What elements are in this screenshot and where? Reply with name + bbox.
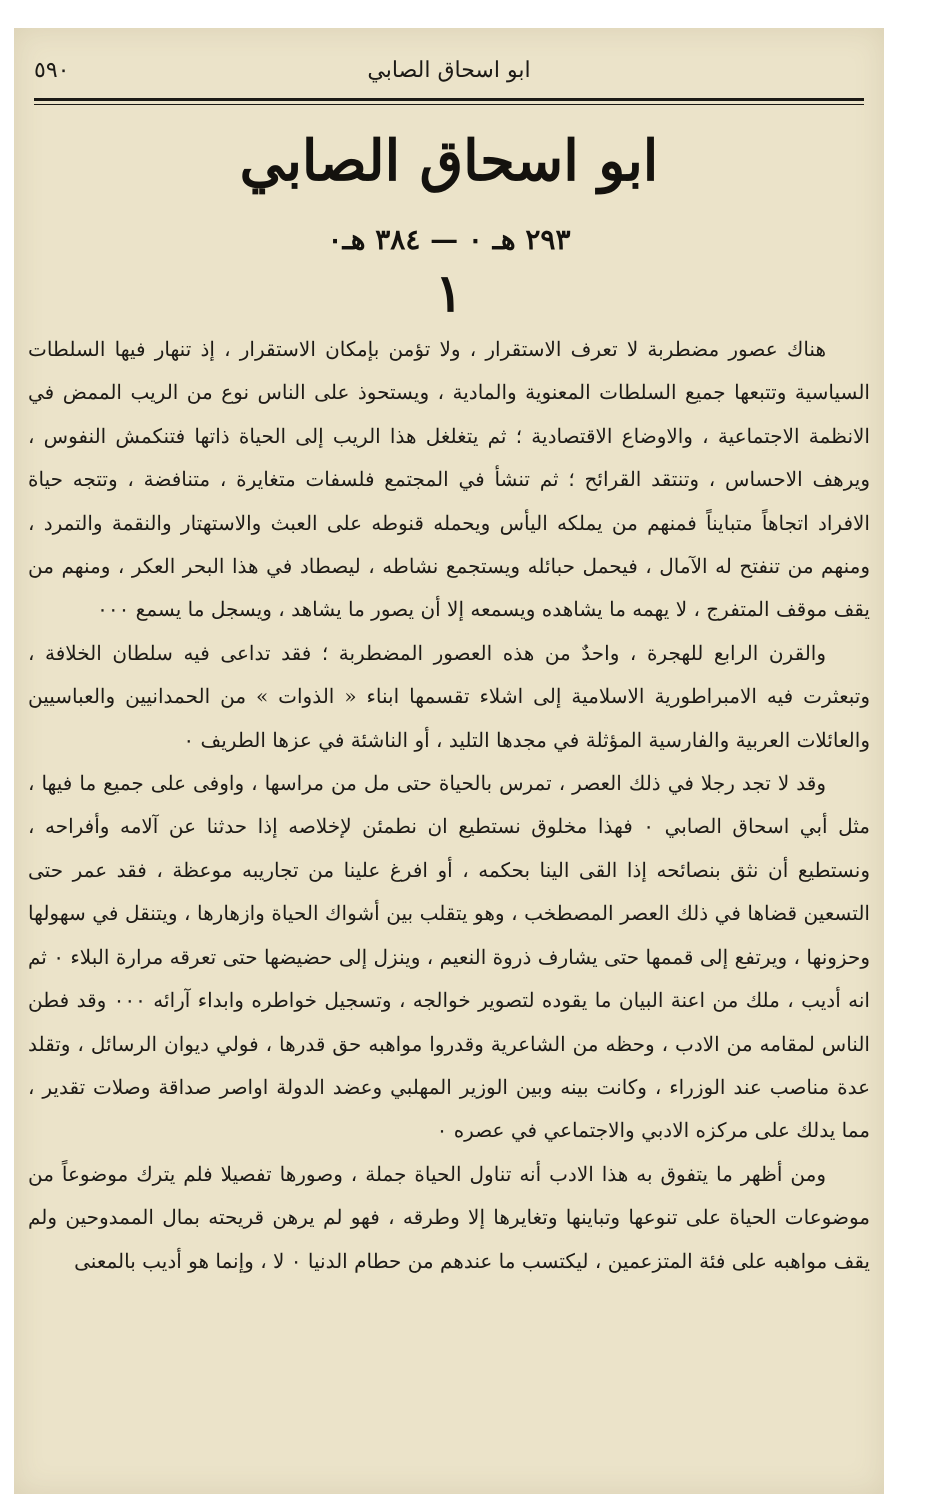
paragraph: ومن أظهر ما يتفوق به هذا الادب أنه تناول الحياة جملة ، وصورها تفصيلا فلم يترك موضوعاً من موضوعات الحياة على تنوعها وتباينها وتغايرها إلا وطرقه ، فهو لم يرهن قريحته بمال الممدوحين ولم يقف مواهبه على فئة المتزعمين ، ليكتسب ما عندهم من حطام الدنيا ٠ لا ، وإنما هو أديب بالمعنى	[28, 1161, 870, 1273]
page-header	[34, 50, 864, 100]
running-head: ابو اسحاق الصابي	[367, 58, 531, 83]
header-rule-thin	[34, 104, 864, 105]
section-number: ١	[435, 263, 463, 324]
header-rule-thick	[34, 98, 864, 101]
page-number: ٥٩٠	[34, 58, 70, 83]
paragraph: والقرن الرابع للهجرة ، واحدٌ من هذه العصور المضطربة ؛ فقد تداعى فيه سلطان الخلافة ، وتبعثرت فيه الامبراطورية الاسلامية إلى اشلاء تقسمها ابناء « الذوات » من الحمدانيين والعباسيين والعائلات العربية والفارسية المؤثلة في مجدها التليد ، أو الناشئة في عزها الطريف ٠	[28, 640, 870, 752]
book-page	[14, 28, 884, 1494]
body-text	[28, 328, 870, 1283]
paragraph: وقد لا تجد رجلا في ذلك العصر ، تمرس بالحياة حتى مل من مراسها ، واوفى على جميع ما فيها ، مثل أبي اسحاق الصابي ٠ فهذا مخلوق نستطيع ان نطمئن لإخلاصه إذا حدثنا عن آلامه وأفراحه ، ونستطيع أن نثق بنصائحه إذا القى الينا بحكمه ، أو افرغ علينا من تجاريبه موعظة ، فقد عمر حتى التسعين قضاها في ذلك العصر المصطخب ، وهو يتقلب بين أشواك الحياة وازهارها ، ويتنقل في سهولها وحزونها ، ويرتفع إلى قممها حتى يشارف ذروة النعيم ، وينزل إلى حضيضها حتى تعرقه مرارة البلاء ٠ ثم انه أديب ، ملك من اعنة البيان ما يقوده لتصوير خوالجه ، وتسجيل خواطره وابداء آرائه ٠٠٠ وقد فطن الناس لمقامه من الادب ، وحظه من الشاعرية وقدروا مواهبه حق قدرها ، فولي ديوان الرسائل ، وتقلد عدة مناصب عند الوزراء ، وكانت بينه وبين الوزير المهلبي وعضد الدولة اواصر صداقة وصلات تقدير ، مما يدلك على مركزه الادبي والاجتماعي في عصره ٠	[28, 771, 871, 1143]
chapter-title: ابو اسحاق الصابي	[239, 128, 659, 194]
paragraph: هناك عصور مضطربة لا تعرف الاستقرار ، ولا تؤمن بإمكان الاستقرار ، إذ تنهار فيها السلطات السياسية وتتبعها جميع السلطات المعنوية والمادية ، ويستحوذ على الناس نوع من الريب الممض في الانظمة الاجتماعية ، والاوضاع الاقتصادية ؛ ثم يتغلغل هذا الريب إلى الحياة ذاتها فتنكمش النفوس ، ويرهف الاحساس ، وتنتقد القرائح ؛ ثم تنشأ في المجتمع فلسفات متغايرة ، متنافضة ، وتتجه حياة الافراد اتجاهاً متبايناً فمنهم من يملكه اليأس ويحمله قنوطه على العبث والاستهتار والنقمة والتمرد ، ومنهم من تنفتح له الآمال ، فيحمل حبائله ويستجمع نشاطه ، ليصطاد في هذا البحر العكر ، ومنهم من يقف موقف المتفرج ، لا يهمه ما يشاهده ويسمعه إلا أن يصور ما يشاهد ، ويسجل ما يسمع ٠٠٠	[28, 337, 870, 622]
chapter-dates: ٢٩٣ هـ ٠ — ٣٨٤ هـ٠	[327, 223, 571, 256]
